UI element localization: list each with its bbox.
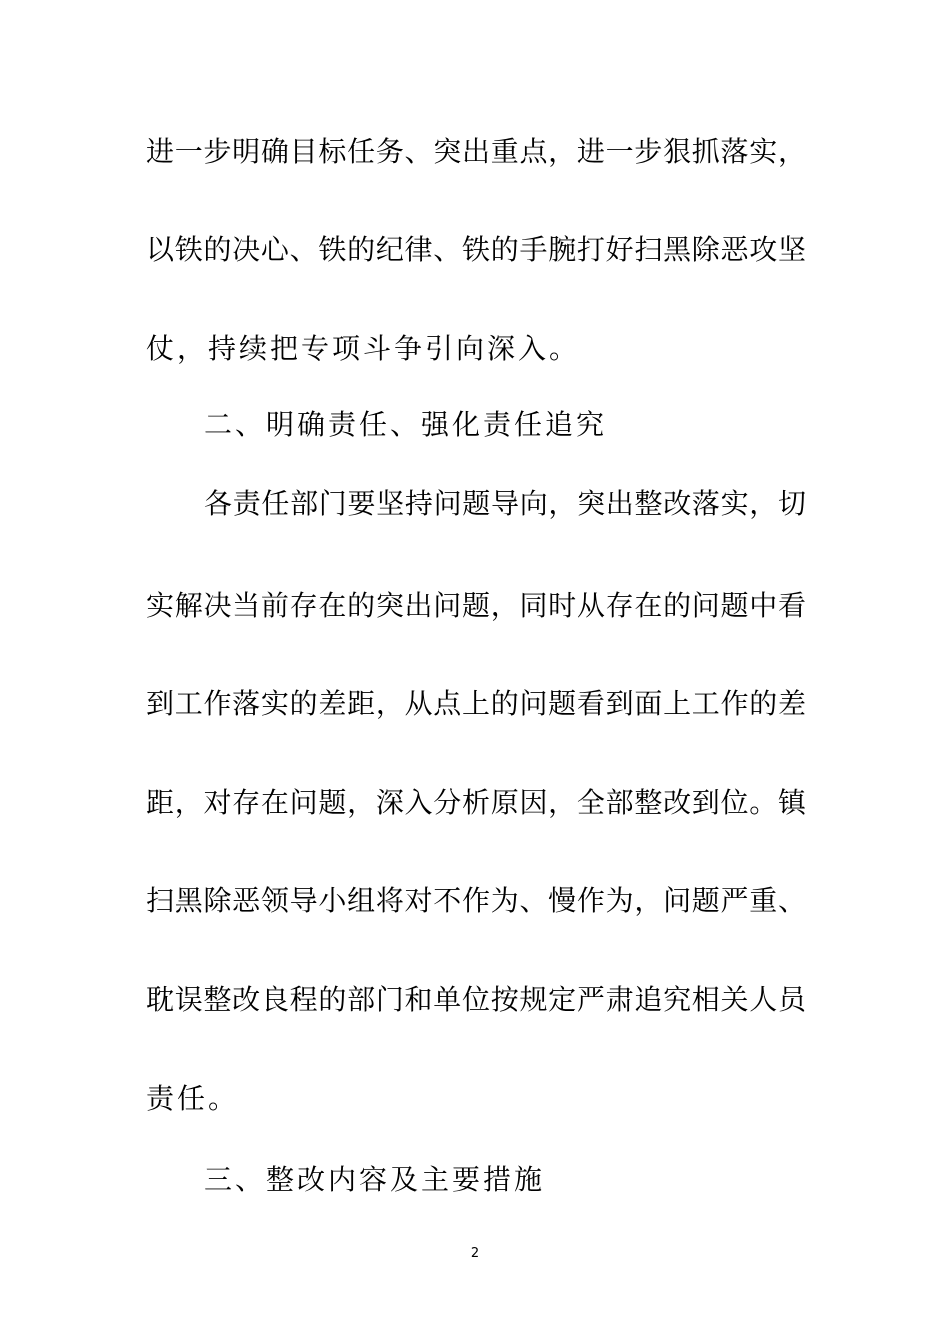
text-line: 各责任部门要坚持问题导向，突出整改落实，切 bbox=[204, 487, 806, 520]
text-line: 到工作落实的差距，从点上的问题看到面上工作的差 bbox=[146, 687, 806, 720]
text-line: 耽误整改良程的部门和单位按规定严肃追究相关人员 bbox=[146, 983, 806, 1016]
text-line: 距，对存在问题，深入分析原因，全部整改到位。镇 bbox=[146, 786, 806, 819]
text-line: 扫黑除恶领导小组将对不作为、慢作为，问题严重、 bbox=[146, 884, 806, 917]
section-heading: 三、整改内容及主要措施 bbox=[204, 1163, 546, 1196]
section-heading: 二、明确责任、强化责任追究 bbox=[204, 408, 608, 441]
text-line: 以铁的决心、铁的纪律、铁的手腕打好扫黑除恶攻坚 bbox=[146, 233, 806, 266]
text-line: 进一步明确目标任务、突出重点，进一步狠抓落实， bbox=[146, 135, 806, 168]
text-line: 责任。 bbox=[146, 1082, 240, 1115]
text-line: 仗，持续把专项斗争引向深入。 bbox=[146, 332, 581, 365]
text-line: 实解决当前存在的突出问题，同时从存在的问题中看 bbox=[146, 589, 806, 622]
page-number: 2 bbox=[470, 1246, 480, 1261]
